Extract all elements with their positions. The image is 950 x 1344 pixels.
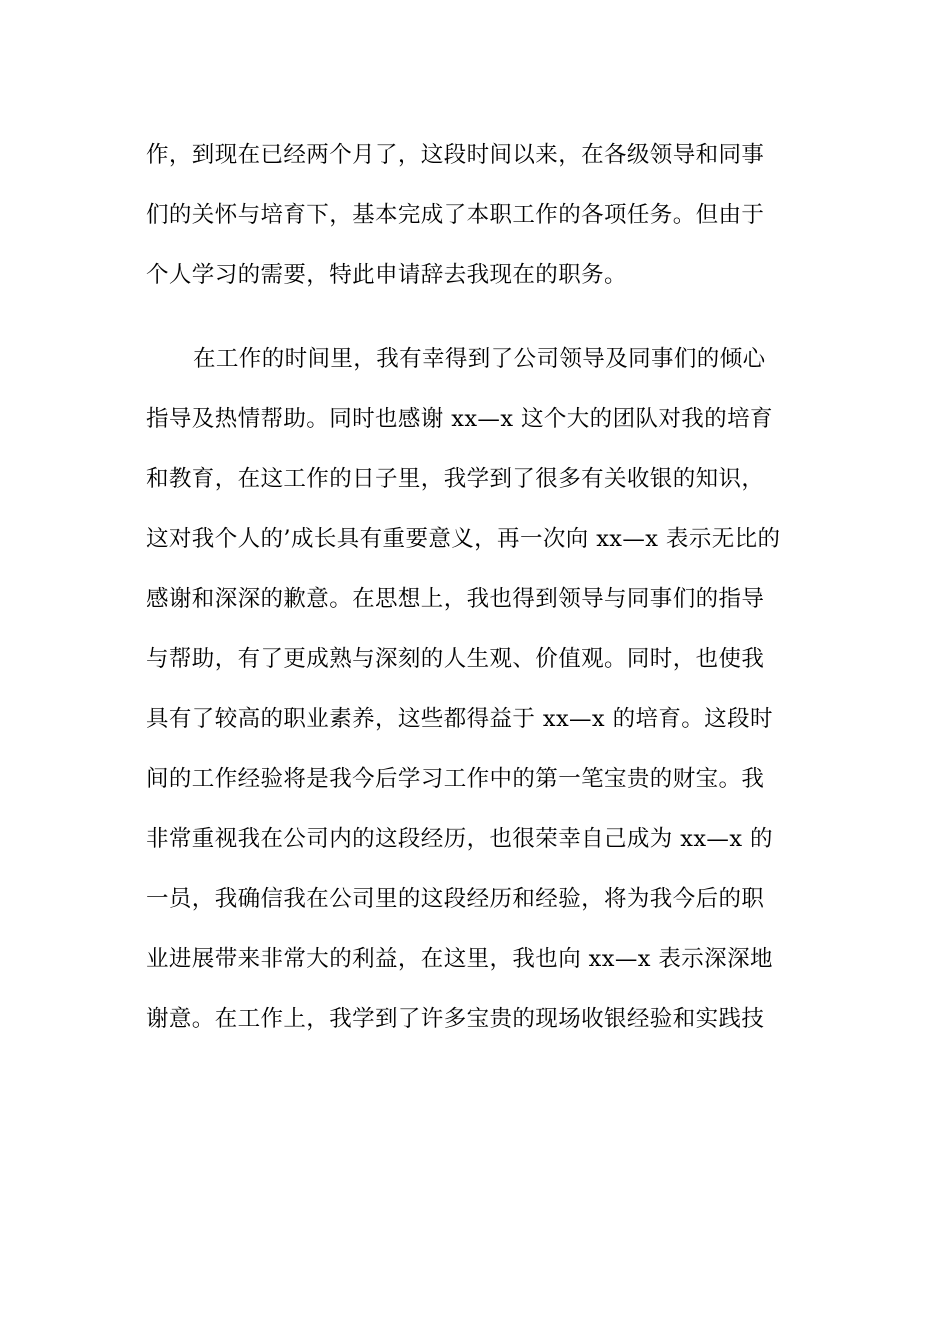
text-line: 非常重视我在公司内的这段经历，也很荣幸自己成为 xx—x 的 — [146, 826, 773, 852]
paragraph-gap — [146, 305, 806, 329]
text-line: 个人学习的需要，特此申请辞去我现在的职务。 — [146, 262, 627, 288]
text-line: 感谢和深深的歉意。在思想上，我也得到领导与同事们的指导 — [146, 586, 765, 612]
text-line: 与帮助，有了更成熟与深刻的人生观、价值观。同时，也使我 — [146, 646, 765, 672]
text-line: 具有了较高的职业素养，这些都得益于 xx—x 的培育。这段时 — [146, 706, 773, 732]
text-line: 谢意。在工作上，我学到了许多宝贵的现场收银经验和实践技 — [146, 1006, 765, 1032]
text-line: 和教育，在这工作的日子里，我学到了很多有关收银的知识， — [146, 466, 765, 492]
text-line: 们的关怀与培育下，基本完成了本职工作的各项任务。但由于 — [146, 202, 765, 228]
paragraph-1 — [146, 125, 806, 305]
text-line: 间的工作经验将是我今后学习工作中的第一笔宝贵的财宝。我 — [146, 766, 765, 792]
paragraph-2 — [146, 329, 806, 1049]
text-line: 作，到现在已经两个月了，这段时间以来，在各级领导和同事 — [146, 142, 765, 168]
text-line: 业进展带来非常大的利益，在这里，我也向 xx—x 表示深深地 — [146, 946, 773, 972]
text-line: 指导及热情帮助。同时也感谢 xx—x 这个大的团队对我的培育 — [146, 406, 773, 432]
text-line-indented: 在工作的时间里，我有幸得到了公司领导及同事们的倾心 — [193, 346, 766, 372]
text-line: 这对我个人的’成长具有重要意义，再一次向 xx—x 表示无比的 — [146, 526, 781, 552]
document-body — [146, 125, 806, 1049]
text-line: 一员，我确信我在公司里的这段经历和经验，将为我今后的职 — [146, 886, 765, 912]
